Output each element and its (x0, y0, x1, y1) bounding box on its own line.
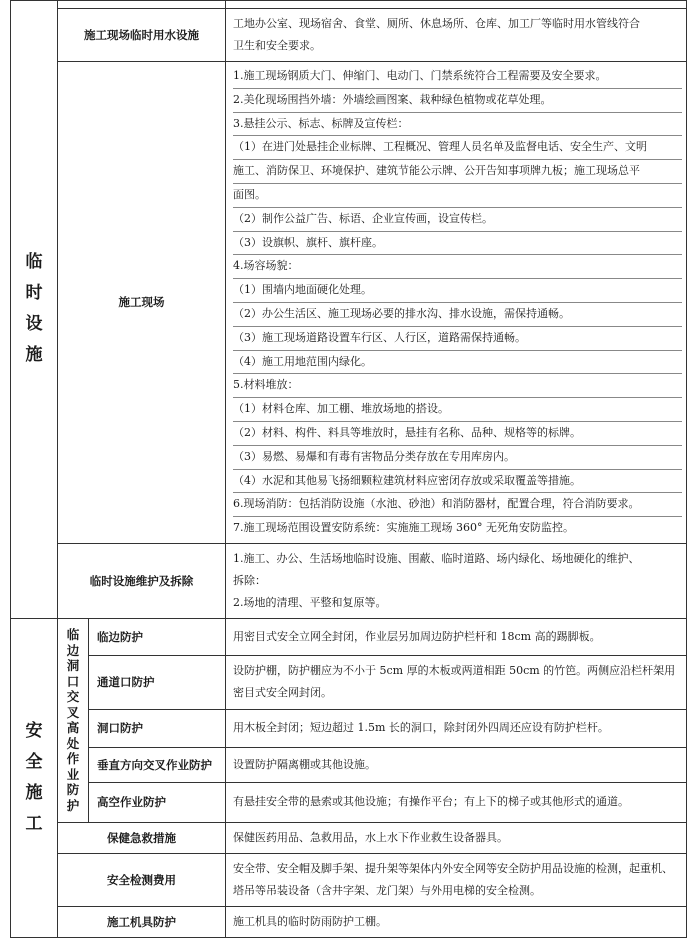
table-row (11, 543, 687, 618)
item-description: 施工机具的临时防雨防护工棚。 (226, 906, 687, 937)
item-name: 施工现场 (58, 62, 226, 544)
group-label-edge-opening-protection: 临 边 洞 口 交 叉 高 处 作 业 防 护 (58, 618, 89, 822)
item-name: 临时设施维护及拆除 (58, 543, 226, 618)
item-name: 施工机具防护 (58, 906, 226, 937)
item-name: 垂直方向交叉作业防护 (89, 747, 226, 782)
table-row (11, 1, 687, 9)
item-description: 保健医药用品、急救用品，水上水下作业救生设备器具。 (226, 822, 687, 853)
item-description: 设置防护隔离棚或其他设施。 (226, 747, 687, 782)
table-row (11, 747, 687, 782)
item-name: 高空作业防护 (89, 782, 226, 822)
table-row (11, 906, 687, 937)
item-name: 通道口防护 (89, 655, 226, 709)
item-description: 有悬挂安全带的悬索或其他设施；有操作平台；有上下的梯子或其他形式的通道。 (226, 782, 687, 822)
item-name: 洞口防护 (89, 709, 226, 747)
table-row (11, 782, 687, 822)
item-name: 安全检测费用 (58, 853, 226, 906)
item-name: 临边防护 (89, 618, 226, 655)
item-description: 安全带、安全帽及脚手架、提升架等架体内外安全网等安全防护用品设施的检测，起重机、塔吊等吊装设备（含井字架、龙门架）与外用电梯的安全检测。 (226, 853, 687, 906)
item-name: 保健急救措施 (58, 822, 226, 853)
item-description: 1.施工、办公、生活场地临时设施、围蔽、临时道路、场内绿化、场地硬化的维护、 拆除： 2.场地的清理、平整和复原等。 (226, 543, 687, 618)
table-row (11, 9, 687, 62)
table-row (11, 853, 687, 906)
item-name: 施工现场临时用水设施 (58, 9, 226, 62)
item-description: 工地办公室、现场宿舍、食堂、厕所、休息场所、仓库、加工厂等临时用水管线符合 卫生和安全要求。 (226, 9, 687, 62)
item-description: 用木板全封闭；短边超过 1.5m 长的洞口，除封闭外四周还应设有防护栏杆。 (226, 709, 687, 747)
table-row (11, 709, 687, 747)
table-row (11, 62, 687, 544)
category-safe-construction: 安 全 施 工 (11, 618, 58, 937)
item-description: 1.施工现场钢质大门、伸缩门、电动门、门禁系统符合工程需要及安全要求。 2.美化现场围挡外墙：外墙绘画图案、栽种绿色植物或花草处理。 3.悬挂公示、标志、标牌及宣传栏： （1）在进门处悬挂企业标牌、工程概况、管理人员名单及监督电话、安全生产、文明 施工、消防保卫、环境保护、建筑节能公示牌、公开告知事项牌九板；施工现场总平 面图。 （2）制作公益广告、标语、企业宣传画，设宣传栏。 （3）设旗帜、旗杆、旗杆座。 4.场容场貌： （1）围墙内地面硬化处理。 （2）办公生活区、施工现场必要的排水沟、排水设施，需保持通畅。 （3）施工现场道路设置车行区、人行区，道路需保持通畅。 （4）施工用地范围内绿化。 5.材料堆放： （1）材料仓库、加工棚、堆放场地的搭设。 （2）材料、构件、料具等堆放时，悬挂有名称、品种、规格等的标牌。 （3）易燃、易爆和有毒有害物品分类存放在专用库房内。 （4）水泥和其他易飞扬细颗粒建筑材料应密闭存放或采取覆盖等措施。 6.现场消防：包括消防设施（水池、砂池）和消防器材，配置合理，符合消防要求。 7.施工现场范围设置安防系统：实施施工现场 360° 无死角安防监控。 (226, 62, 687, 544)
cost-table (10, 0, 687, 938)
item-description: 用密目式安全立网全封闭，作业层另加周边防护栏杆和 18cm 高的踢脚板。 (226, 618, 687, 655)
table-row (11, 618, 687, 655)
item-description: 设防护棚，防护棚应为不小于 5cm 厚的木板或两道相距 50cm 的竹笆。两侧应沿栏杆架用密目式安全网封闭。 (226, 655, 687, 709)
table-row (11, 822, 687, 853)
category-temporary-facilities: 临 时 设 施 (11, 1, 58, 619)
table-row (11, 655, 687, 709)
